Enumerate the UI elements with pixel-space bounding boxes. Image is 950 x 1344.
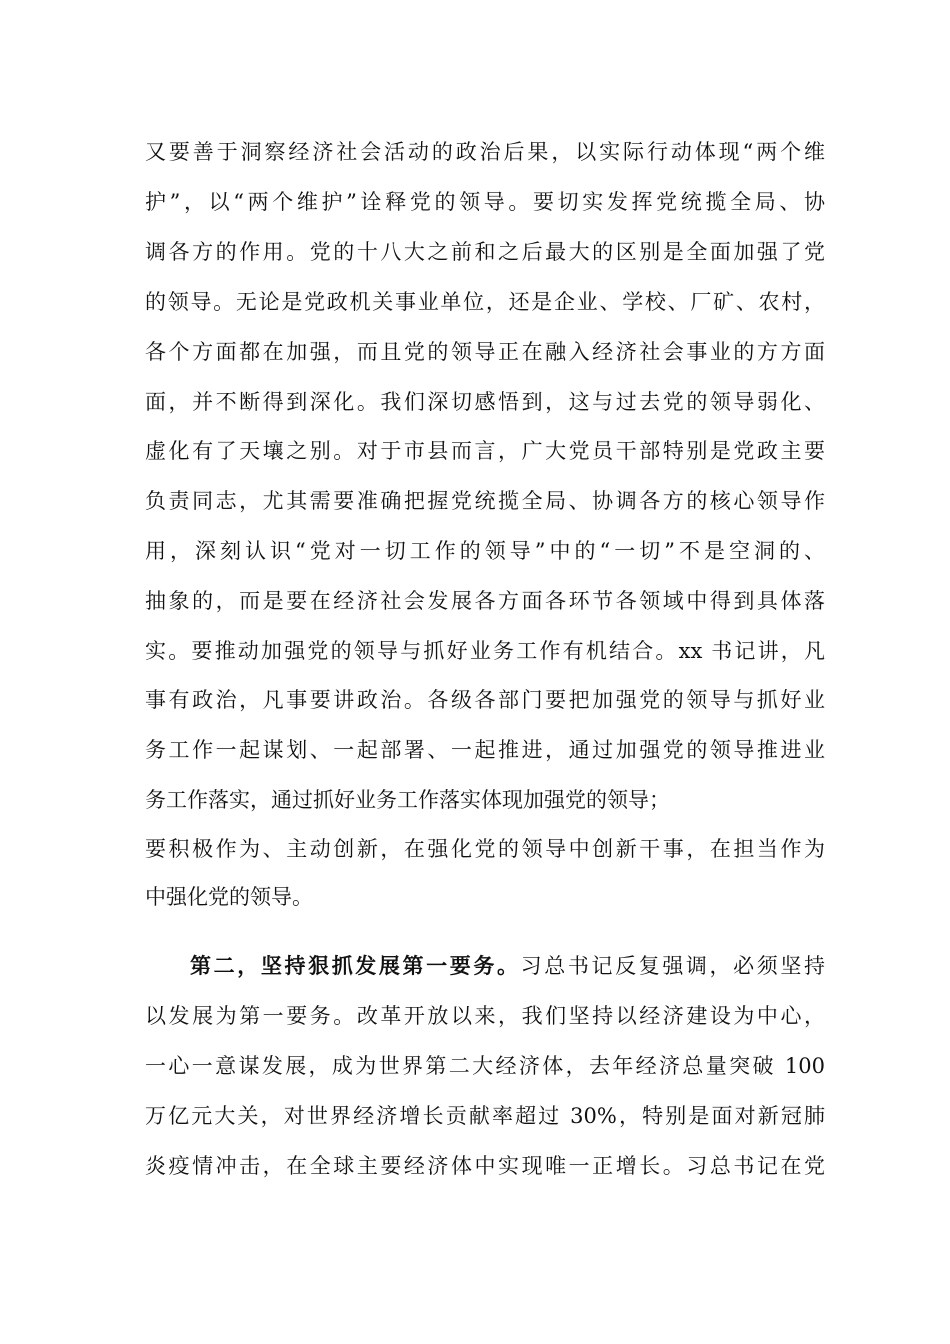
- text-line: 中强化党的领导。: [145, 885, 313, 909]
- text-line: 一心一意谋发展，成为世界第二大经济体，去年经济总量突破 100: [145, 1054, 825, 1078]
- text-line: 以发展为第一要务。改革开放以来，我们坚持以经济建设为中心，: [145, 1004, 825, 1028]
- text-line: 调各方的作用。党的十八大之前和之后最大的区别是全面加强了党: [145, 240, 825, 264]
- text-line: 护”，以“两个维护”诠释党的领导。要切实发挥党统揽全局、协: [145, 190, 825, 214]
- text-line: 又要善于洞察经济社会活动的政治后果，以实际行动体现“两个维: [145, 140, 825, 164]
- text-run: 习总书记反复强调，必须坚持: [520, 954, 826, 978]
- text-line: 炎疫情冲击，在全球主要经济体中实现唯一正增长。习总书记在党: [145, 1154, 825, 1178]
- text-line: 事有政治，凡事要讲政治。各级各部门要把加强党的领导与抓好业: [145, 688, 825, 712]
- text-line: 实。要推动加强党的领导与抓好业务工作有机结合。xx 书记讲，凡: [145, 639, 825, 663]
- text-line: 抽象的，而是要在经济社会发展各方面各环节各领域中得到具体落: [145, 589, 825, 613]
- text-line: 各个方面都在加强，而且党的领导正在融入经济社会事业的方方面: [145, 340, 825, 364]
- text-line: 的领导。无论是党政机关事业单位，还是企业、学校、厂矿、农村，: [145, 290, 825, 314]
- text-line: 虚化有了天壤之别。对于市县而言，广大党员干部特别是党政主要: [145, 439, 825, 463]
- text-line: 务工作一起谋划、一起部署、一起推进，通过加强党的领导推进业: [145, 738, 825, 762]
- text-line: 面，并不断得到深化。我们深切感悟到，这与过去党的领导弱化、: [145, 390, 825, 414]
- text-line: 用，深刻认识“党对一切工作的领导”中的“一切”不是空洞的、: [145, 539, 825, 563]
- paragraph-first-line: [190, 951, 825, 981]
- text-line: 负责同志，尤其需要准确把握党统揽全局、协调各方的核心领导作: [145, 489, 825, 513]
- paragraph-heading: 第二，坚持狠抓发展第一要务。: [190, 953, 521, 978]
- text-line: 要积极作为、主动创新，在强化党的领导中创新干事，在担当作为: [145, 837, 825, 861]
- text-line: 万亿元大关，对世界经济增长贡献率超过 30%，特别是面对新冠肺: [145, 1104, 825, 1128]
- text-line: 务工作落实，通过抓好业务工作落实体现加强党的领导；: [145, 788, 670, 812]
